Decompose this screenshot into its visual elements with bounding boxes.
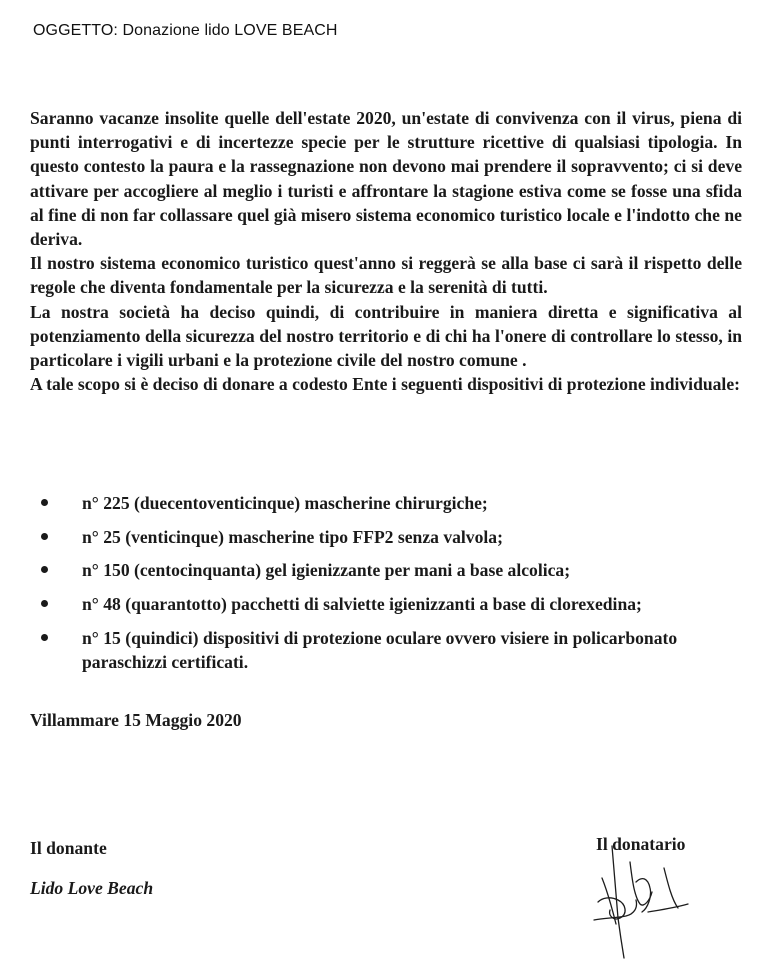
handwritten-signature [590,838,700,963]
letter-body [30,106,742,396]
list-item-text: n° 48 (quarantotto) pacchetti di salviette igienizzanti a base di clorexedina; [82,594,642,615]
recipient-label: Il donatario [596,834,686,854]
paragraph: Il nostro sistema economico turistico quest'anno si reggerà se alla base ci sarà il rispetto delle regole che diventa fondamentale per la sicurezza e la serenità di tutti. [30,253,742,298]
list-item [30,491,742,515]
paragraph: Saranno vacanze insolite quelle dell'estate 2020, un'estate di convivenza con il virus, piena di punti interrogativi e di incertezze specie per le strutture ricettive di qualsiasi tipologia. In questo contesto la paura e la rassegnazione non devono mai prendere il sopravvento; ci si deve attivare per accogliere al meglio i turisti e affrontare la stagione estiva come se fosse una sfida al fine di non far collassare quel già misero sistema economico turistico locale e l'indotto che ne deriva. [30,108,742,250]
place-and-date: Villammare 15 Maggio 2020 [30,710,242,730]
paragraph: La nostra società ha deciso quindi, di contribuire in maniera diretta e significativa al potenziamento della sicurezza del nostro territorio e di chi ha l'onere di controllare lo stesso, in particolare i vigili urbani e la protezione civile del nostro comune . [30,301,742,371]
bullet-icon [41,566,48,573]
bullet-icon [41,600,48,607]
list-item-text: n° 25 (venticinque) mascherine tipo FFP2 senza valvola; [82,526,503,547]
donor-name: Lido Love Beach [30,878,154,898]
list-item [30,558,742,582]
list-item-text: n° 15 (quindici) dispositivi di protezione oculare ovvero visiere in policarbonato paraschizzi certificati. [82,627,678,673]
bullet-icon [41,533,48,540]
list-item [30,592,742,616]
bullet-icon [41,499,48,506]
list-item-text: n° 150 (centocinquanta) gel igienizzante per mani a base alcolica; [82,560,571,581]
donation-items-list [30,491,742,684]
list-item [30,525,742,549]
bullet-icon [41,634,48,641]
donor-label: Il donante [30,838,107,858]
list-item [30,626,742,674]
paragraph: A tale scopo si è deciso di donare a codesto Ente i seguenti dispositivi di protezione individuale: [30,374,740,395]
list-item-text: n° 225 (duecentoventicinque) mascherine chirurgiche; [82,493,488,513]
document-subject: OGGETTO: Donazione lido LOVE BEACH [33,22,338,39]
